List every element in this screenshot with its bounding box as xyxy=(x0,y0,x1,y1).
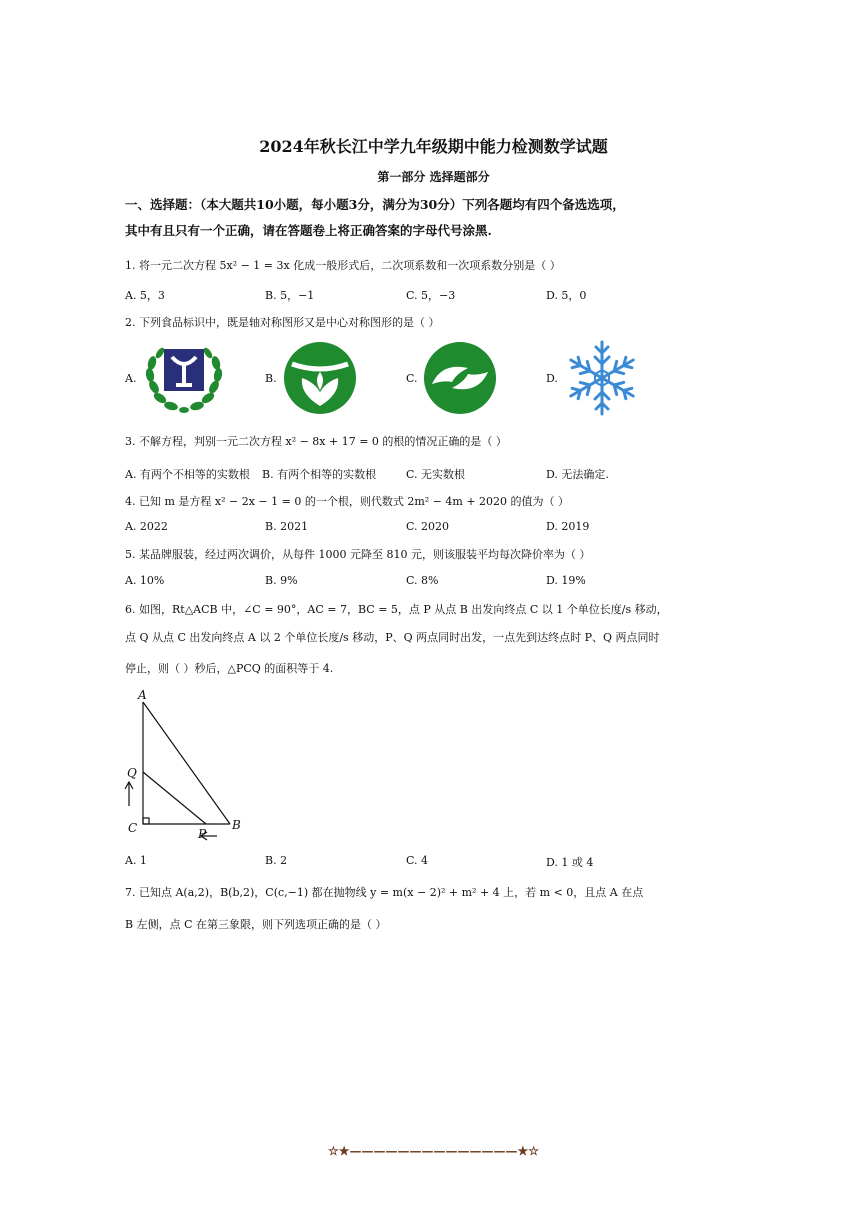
question-6-line1: 6. 如图，Rt△ACB 中，∠C = 90°，AC = 7，BC = 5，点 P 从点 B 出发向终点 C 以 1 个单位长度/s 移动， xyxy=(125,603,668,616)
q3-option-c: C. 无实数根 xyxy=(406,468,466,481)
logo-c-swirl-icon xyxy=(422,340,498,416)
q3-option-d: D. 无法确定. xyxy=(546,468,609,481)
part-title: 第一部分 选择题部分 xyxy=(377,170,490,184)
side-ab xyxy=(143,702,230,824)
section-heading-line2: 其中有且只有一个正确，请在答题卷上将正确答案的字母代号涂黑. xyxy=(125,223,492,238)
label-c: C xyxy=(128,821,138,835)
label-q: Q xyxy=(127,766,137,780)
q3-option-b: B. 有两个相等的实数根 xyxy=(262,468,377,481)
q1-option-c: C. 5，−3 xyxy=(406,289,456,302)
arrow-up-icon xyxy=(125,782,133,806)
q5-option-b: B. 9% xyxy=(265,574,298,587)
q5-option-c: C. 8% xyxy=(406,574,439,587)
q6-option-b: B. 2 xyxy=(265,854,288,867)
q4-option-a: A. 2022 xyxy=(125,520,168,533)
question-3: 3. 不解方程，判别一元二次方程 x² − 8x + 17 = 0 的根的情况正确的是（ ） xyxy=(125,435,507,448)
q2-label-a: A. xyxy=(125,372,137,385)
triangle-figure xyxy=(120,686,250,844)
q5-option-d: D. 19% xyxy=(546,574,586,587)
q5-option-a: A. 10% xyxy=(125,574,165,587)
q1-option-d: D. 5，0 xyxy=(546,289,587,302)
right-angle-mark xyxy=(143,818,149,824)
segment-qp xyxy=(143,772,206,824)
q2-label-d: D. xyxy=(546,372,558,385)
label-b: B xyxy=(232,818,241,832)
question-5: 5. 某品牌服装，经过两次调价，从每件 1000 元降至 810 元，则该服装平均每次降价率为（ ） xyxy=(125,548,591,561)
exam-title: 2024年秋长江中学九年级期中能力检测数学试题 xyxy=(259,137,608,156)
logo-d-snowflake-icon xyxy=(563,338,641,418)
question-7-line1: 7. 已知点 A(a,2)，B(b,2)，C(c,−1) 都在抛物线 y = m(x − 2)² + m² + 4 上，若 m < 0，且点 A 在点 xyxy=(125,886,644,899)
question-7-line2: B 左侧，点 C 在第三象限，则下列选项正确的是（ ） xyxy=(125,918,387,931)
section-heading-line1: 一、选择题：（本大题共10小题，每小题3分，满分为30分）下列各题均有四个备选选项， xyxy=(125,197,625,212)
label-a: A xyxy=(138,688,147,702)
q2-label-c: C. xyxy=(406,372,418,385)
logo-b-leaf-icon xyxy=(282,340,358,416)
q4-option-d: D. 2019 xyxy=(546,520,590,533)
q6-option-d: D. 1 或 4 xyxy=(546,856,594,869)
question-2: 2. 下列食品标识中，既是轴对称图形又是中心对称图形的是（ ） xyxy=(125,316,440,329)
label-p: P xyxy=(198,827,207,841)
page-footer-ornament: ☆★——————————————★☆ xyxy=(327,1144,540,1158)
logo-a-wreath-icon xyxy=(140,337,228,417)
q6-option-c: C. 4 xyxy=(406,854,429,867)
q2-label-b: B. xyxy=(265,372,277,385)
question-4: 4. 已知 m 是方程 x² − 2x − 1 = 0 的一个根，则代数式 2m² − 4m + 2020 的值为（ ） xyxy=(125,495,570,508)
q1-option-b: B. 5，−1 xyxy=(265,289,315,302)
q1-option-a: A. 5，3 xyxy=(125,289,165,302)
q4-option-c: C. 2020 xyxy=(406,520,450,533)
q3-option-a: A. 有两个不相等的实数根 xyxy=(125,468,250,481)
q4-option-b: B. 2021 xyxy=(265,520,309,533)
question-1: 1. 将一元二次方程 5x² − 1 = 3x 化成一般形式后，二次项系数和一次项系数分别是（ ） xyxy=(125,259,561,272)
q6-option-a: A. 1 xyxy=(125,854,147,867)
question-6-line2: 点 Q 从点 C 出发向终点 A 以 2 个单位长度/s 移动，P、Q 两点同时出发，一点先到达终点时 P、Q 两点同时 xyxy=(125,631,660,644)
question-6-line3: 停止，则（ ）秒后，△PCQ 的面积等于 4. xyxy=(125,662,334,675)
